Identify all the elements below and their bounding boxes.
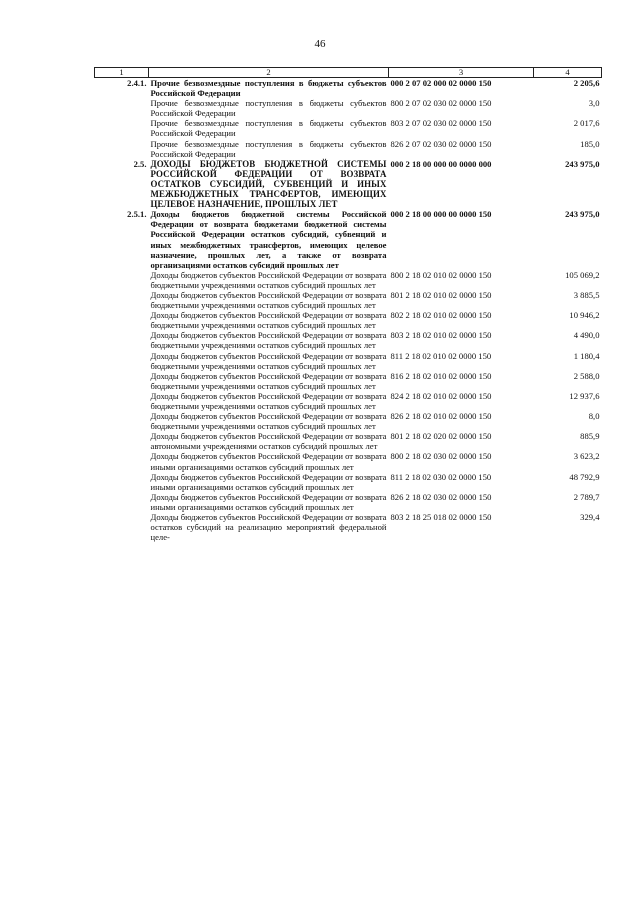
row-amount: 2 205,6 [573,78,600,88]
row-amount: 329,4 [580,512,600,523]
row-amount: 243 975,0 [565,209,600,220]
row-code [95,270,149,290]
row-amount: 8,0 [588,411,600,422]
row-amount: 3 623,2 [573,451,600,462]
row-code [95,431,149,451]
table-row [95,411,602,431]
row-code [95,330,149,350]
row-name: Прочие безвозмездные поступления в бюджеты субъектов Российской Федерации [150,98,387,119]
row-amount: 2 588,0 [573,370,600,381]
row-kbk-code: 800 2 18 02 030 02 0000 150 [390,451,492,462]
row-kbk-code: 000 2 18 00 000 00 0000 000 [390,158,492,169]
table-row [95,118,602,138]
row-name: ДОХОДЫ БЮДЖЕТОВ БЮДЖЕТНОЙ СИСТЕМЫ РОССИЙСКОЙ ФЕДЕРАЦИИ ОТ ВОЗВРАТА ОСТАТКОВ СУБСИДИЙ, СУБВЕНЦИЙ И ИНЫХ МЕЖБЮДЖЕТНЫХ ТРАНСФЕРТОВ, ИМЕЮЩИХ ЦЕЛЕВОЕ НАЗНАЧЕНИЕ, ПРОШЛЫХ ЛЕТ [150,158,387,210]
table-row [95,209,602,270]
table-row [95,451,602,471]
row-code [95,118,149,138]
row-kbk-code: 816 2 18 02 010 02 0000 150 [390,370,492,381]
table-row [95,472,602,492]
row-kbk-code: 000 2 07 02 000 02 0000 150 [390,78,492,88]
row-kbk-code: 824 2 18 02 010 02 0000 150 [390,390,492,401]
table-body [95,78,602,543]
column-number-row [95,68,602,78]
row-amount: 1 180,4 [573,350,600,361]
row-kbk-code: 803 2 18 25 018 02 0000 150 [390,512,492,523]
column-header-3: 3 [389,68,534,78]
row-kbk-code: 811 2 18 02 010 02 0000 150 [390,350,492,361]
row-code [95,290,149,310]
page-number: 46 [314,38,326,50]
row-name: Доходы бюджетов субъектов Российской Федерации от возврата бюджетными учреждениями остатков субсидий прошлых лет [150,350,387,371]
row-kbk-code: 801 2 18 02 020 02 0000 150 [390,431,492,442]
row-kbk-code: 826 2 07 02 030 02 0000 150 [390,138,492,149]
row-amount: 10 946,2 [569,310,600,321]
row-code [95,351,149,371]
row-kbk-code: 826 2 18 02 030 02 0000 150 [390,491,492,502]
table-row [95,270,602,290]
table-row [95,98,602,118]
row-name: Доходы бюджетов субъектов Российской Федерации от возврата бюджетными учреждениями остатков субсидий прошлых лет [150,269,387,290]
table-row [95,351,602,371]
row-code [95,391,149,411]
row-code [95,371,149,391]
row-amount: 885,9 [580,431,600,442]
row-name: Доходы бюджетов бюджетной системы Российской Федерации от возврата бюджетами бюджетной системы Российской Федерации остатков субсидий, субвенций и иных межбюджетных трансфертов, имеющих целевое назначение, прошлых лет, а также от возврата организациями остатков субсидий прошлых лет [150,209,387,270]
row-code [95,512,149,542]
row-kbk-code: 800 2 07 02 030 02 0000 150 [390,98,492,109]
row-name: Доходы бюджетов субъектов Российской Федерации от возврата автономными учреждениями остатков субсидий прошлых лет [150,431,387,452]
row-code [95,139,149,159]
row-kbk-code: 811 2 18 02 030 02 0000 150 [390,471,492,482]
table-row [95,310,602,330]
row-name: Доходы бюджетов субъектов Российской Федерации от возврата иными организациями остатков субсидий прошлых лет [150,471,387,492]
row-code [95,472,149,492]
table-row [95,78,602,99]
row-amount: 3 885,5 [573,289,600,300]
table-row [95,139,602,159]
column-header-1: 1 [95,68,149,78]
row-name: Доходы бюджетов субъектов Российской Федерации от возврата бюджетными учреждениями остатков субсидий прошлых лет [150,330,387,351]
table-row [95,290,602,310]
row-name: Доходы бюджетов субъектов Российской Федерации от возврата бюджетными учреждениями остатков субсидий прошлых лет [150,390,387,411]
row-name: Прочие безвозмездные поступления в бюджеты субъектов Российской Федерации [150,78,387,99]
table-row [95,492,602,512]
row-amount: 2 017,6 [573,118,600,129]
row-kbk-code: 800 2 18 02 010 02 0000 150 [390,269,492,280]
row-kbk-code: 802 2 18 02 010 02 0000 150 [390,310,492,321]
row-code: 2.5.1. [127,209,147,220]
row-name: Доходы бюджетов субъектов Российской Федерации от возврата бюджетными учреждениями остатков субсидий прошлых лет [150,289,387,311]
row-code [95,411,149,431]
row-code [95,98,149,118]
row-name: Доходы бюджетов субъектов Российской Федерации от возврата бюджетными учреждениями остатков субсидий прошлых лет [150,310,387,331]
row-name: Доходы бюджетов субъектов Российской Федерации от возврата иными организациями остатков субсидий прошлых лет [150,491,387,512]
column-header-4: 4 [534,68,602,78]
row-kbk-code: 826 2 18 02 010 02 0000 150 [390,411,492,422]
row-code [95,492,149,512]
table-row [95,159,602,209]
row-amount: 243 975,0 [565,158,600,169]
row-code [95,310,149,330]
row-amount: 4 490,0 [573,330,600,341]
row-code: 2.4.1. [127,78,147,88]
row-name: Прочие безвозмездные поступления в бюджеты субъектов Российской Федерации [150,118,387,139]
table-row [95,330,602,350]
table-row [95,431,602,451]
row-name: Прочие безвозмездные поступления в бюджеты субъектов Российской Федерации [150,138,387,159]
row-name: Доходы бюджетов субъектов Российской Федерации от возврата остатков субсидий на реализацию мероприятий федеральной целе- [150,512,387,543]
row-code: 2.5. [133,158,147,169]
row-amount: 2 789,7 [573,491,600,502]
row-kbk-code: 803 2 07 02 030 02 0000 150 [390,118,492,129]
table-row [95,391,602,411]
row-name: Доходы бюджетов субъектов Российской Федерации от возврата иными организациями остатков субсидий прошлых лет [150,451,387,472]
row-kbk-code: 801 2 18 02 010 02 0000 150 [390,289,492,300]
column-header-2: 2 [149,68,389,78]
row-name: Доходы бюджетов субъектов Российской Федерации от возврата бюджетными учреждениями остатков субсидий прошлых лет [150,411,387,432]
row-amount: 105 069,2 [565,269,600,280]
row-amount: 12 937,6 [569,390,600,401]
row-kbk-code: 803 2 18 02 010 02 0000 150 [390,330,492,341]
table-row [95,371,602,391]
row-code [95,451,149,471]
table-row [95,512,602,542]
row-amount: 3,0 [588,98,600,109]
budget-table [94,67,602,542]
row-amount: 48 792,9 [569,471,600,482]
row-kbk-code: 000 2 18 00 000 00 0000 150 [390,209,492,220]
row-amount: 185,0 [580,138,600,149]
row-name: Доходы бюджетов субъектов Российской Федерации от возврата бюджетными учреждениями остатков субсидий прошлых лет [150,370,387,391]
